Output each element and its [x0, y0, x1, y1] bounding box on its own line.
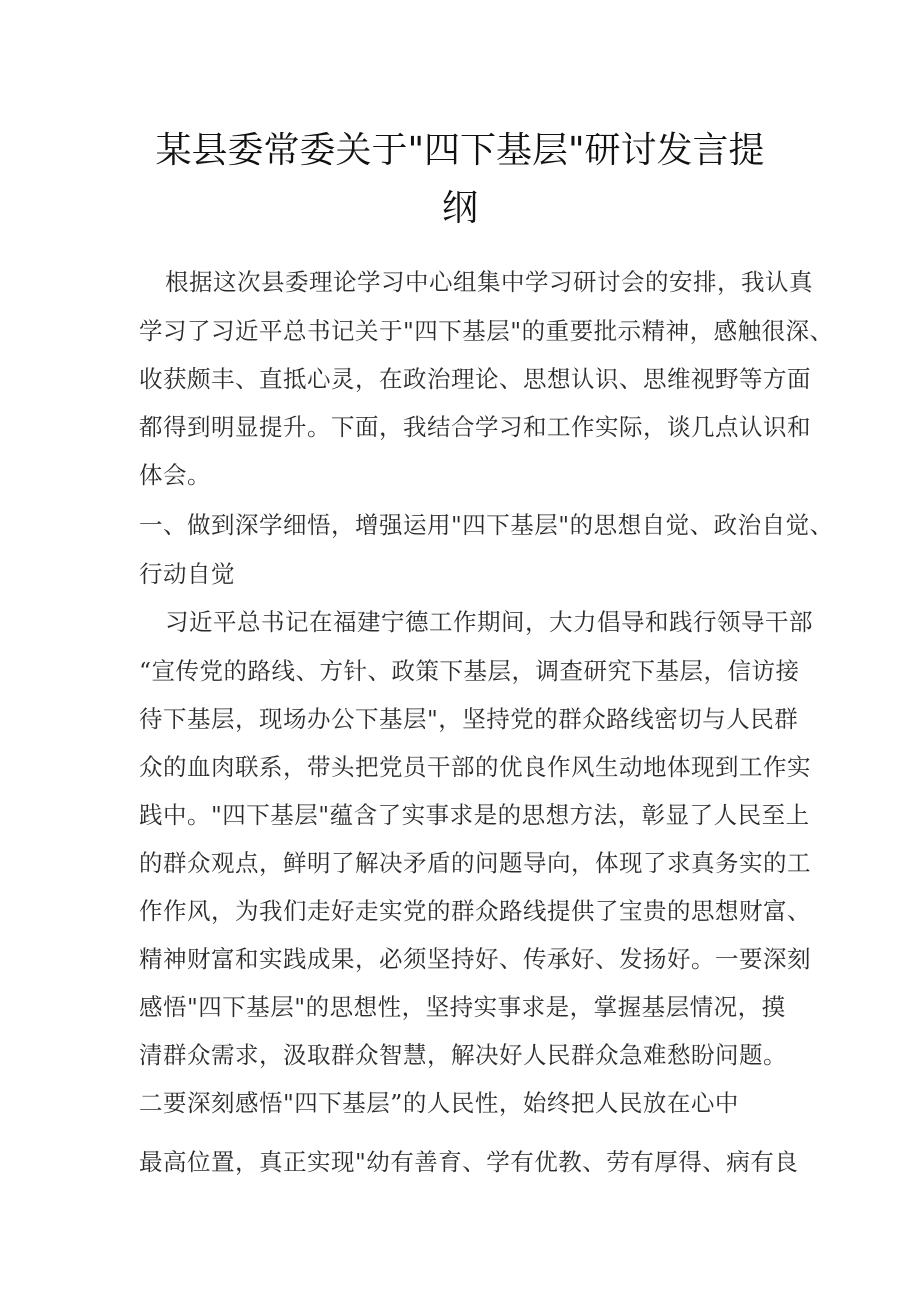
- document-title-line-2: 纲: [441, 188, 478, 229]
- paragraph-2-line-1: 习近平总书记在福建宁德工作期间，大力倡导和践行领导干部: [165, 608, 813, 636]
- paragraph-1-line-1: 根据这次县委理论学习中心组集中学习研讨会的安排，我认真: [165, 268, 813, 296]
- paragraph-2-line-9: 感悟"四下基层"的思想性，坚持实事求是，掌握基层情况，摸: [139, 993, 786, 1021]
- paragraph-1-line-2: 学习了习近平总书记关于"四下基层"的重要批示精神，感触很深、: [139, 317, 834, 345]
- section-heading-1-line-2: 行动自觉: [139, 560, 235, 588]
- paragraph-2-line-8: 精神财富和实践成果，必须坚持好、传承好、发扬好。一要深刻: [139, 945, 811, 973]
- paragraph-1-line-3: 收获颇丰、直抵心灵，在政治理论、思想认识、思维视野等方面: [139, 365, 811, 393]
- paragraph-2-line-5: 践中。"四下基层"蕴含了实事求是的思想方法，彰显了人民至上: [139, 801, 810, 829]
- document-title-line-1: 某县委常委关于"四下基层"研讨发言提: [155, 130, 765, 171]
- paragraph-2-line-12: 最高位置，真正实现"幼有善育、学有优教、劳有厚得、病有良: [139, 1148, 799, 1176]
- paragraph-2-line-11: 二要深刻感悟"四下基层”的人民性，始终把人民放在心中: [139, 1089, 739, 1117]
- paragraph-1-line-4: 都得到明显提升。下面，我结合学习和工作实际，谈几点认识和: [139, 413, 811, 441]
- paragraph-2-line-3: 待下基层，现场办公下基层"，坚持党的群众路线密切与人民群: [139, 705, 799, 733]
- paragraph-2-line-10: 清群众需求，汲取群众智慧，解决好人民群众急难愁盼问题。: [139, 1041, 787, 1069]
- paragraph-2-line-6: 的群众观点，鲜明了解决矛盾的问题导向，体现了求真务实的工: [139, 849, 811, 877]
- paragraph-2-line-2: “宣传党的路线、方针、政策下基层，调查研究下基层，信访接: [139, 657, 800, 685]
- paragraph-2-line-4: 众的血肉联系，带头把党员干部的优良作风生动地体现到工作实: [139, 753, 811, 781]
- section-heading-1-line-1: 一、做到深学细悟，增强运用"四下基层"的思想自觉、政治自觉、: [139, 511, 834, 539]
- paragraph-2-line-7: 作作风，为我们走好走实党的群众路线提供了宝贵的思想财富、: [139, 897, 811, 925]
- paragraph-1-line-5: 体会。: [139, 461, 211, 489]
